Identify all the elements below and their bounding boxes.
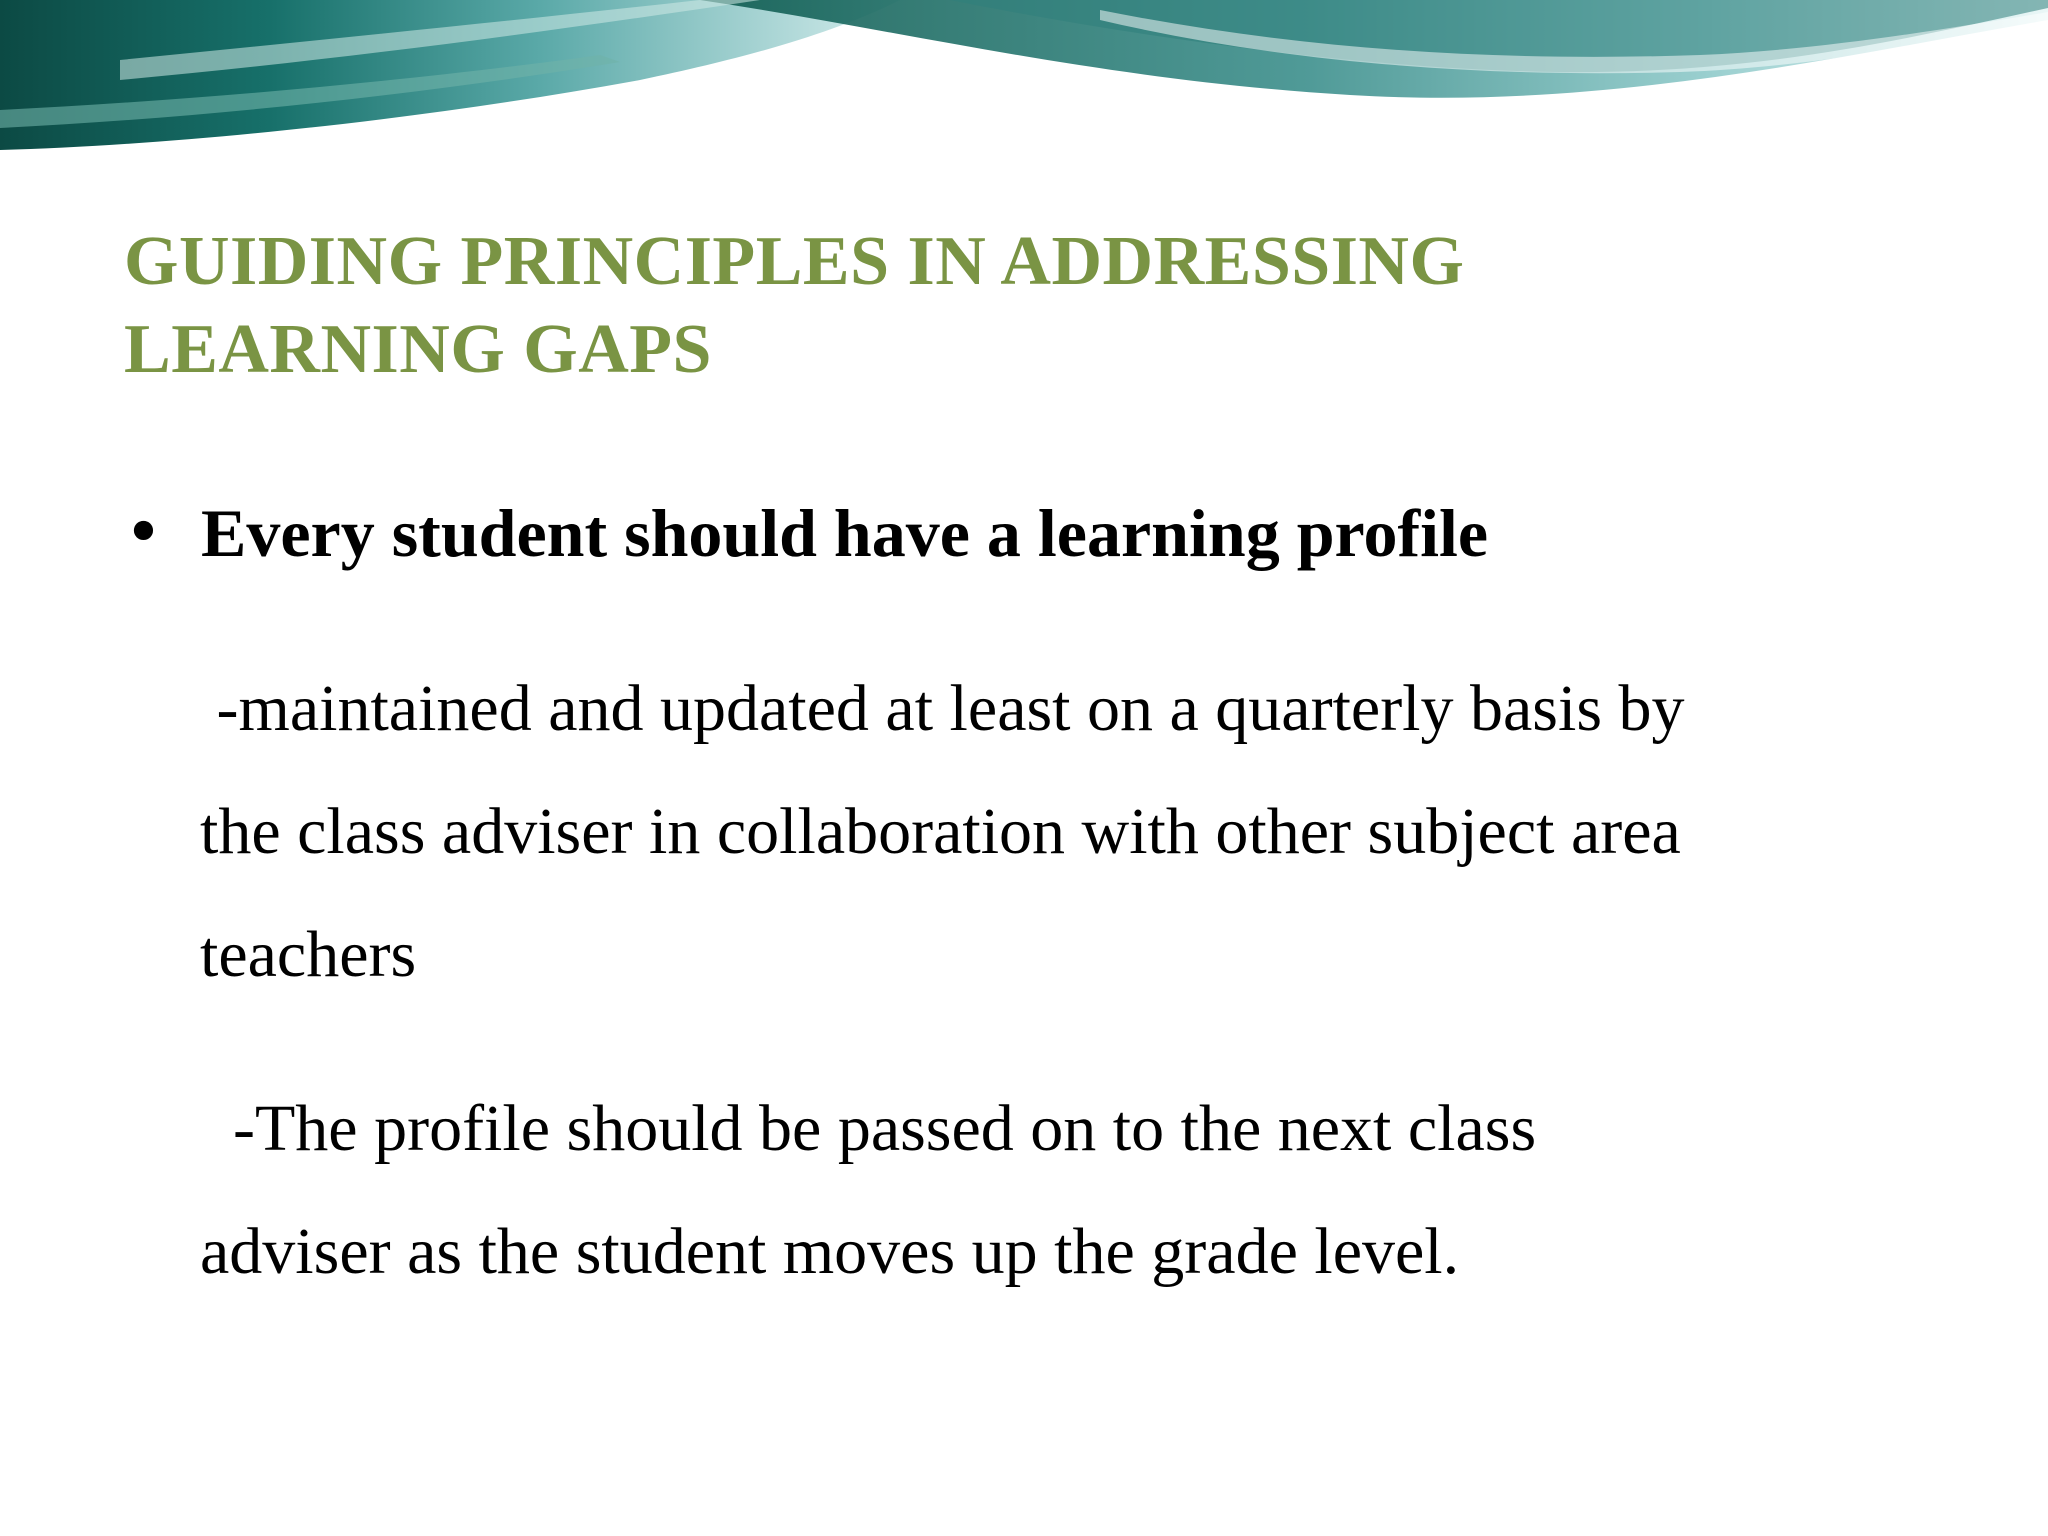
bullet-icon: • bbox=[124, 494, 163, 571]
bullet-item bbox=[124, 488, 1984, 578]
decorative-wave-banner bbox=[0, 0, 2048, 160]
sub-paragraph-maintenance bbox=[200, 647, 1920, 1016]
slide-title-line-1: GUIDING PRINCIPLES IN ADDRESSING bbox=[124, 223, 1465, 300]
slide-title bbox=[124, 218, 1924, 394]
bullet-text: Every student should have a learning profile bbox=[201, 495, 1489, 571]
sub-paragraph-line: -maintained and updated at least on a quarterly basis by bbox=[200, 672, 1685, 745]
sub-paragraph-line: adviser as the student moves up the grade level. bbox=[200, 1215, 1460, 1288]
slide-title-line-2: LEARNING GAPS bbox=[124, 311, 712, 388]
sub-paragraph-line: the class adviser in collaboration with other subject area bbox=[200, 795, 1681, 868]
sub-paragraph-handover bbox=[200, 1067, 1920, 1313]
sub-paragraph-line: teachers bbox=[200, 918, 417, 991]
sub-paragraph-line: -The profile should be passed on to the next class bbox=[200, 1092, 1537, 1165]
